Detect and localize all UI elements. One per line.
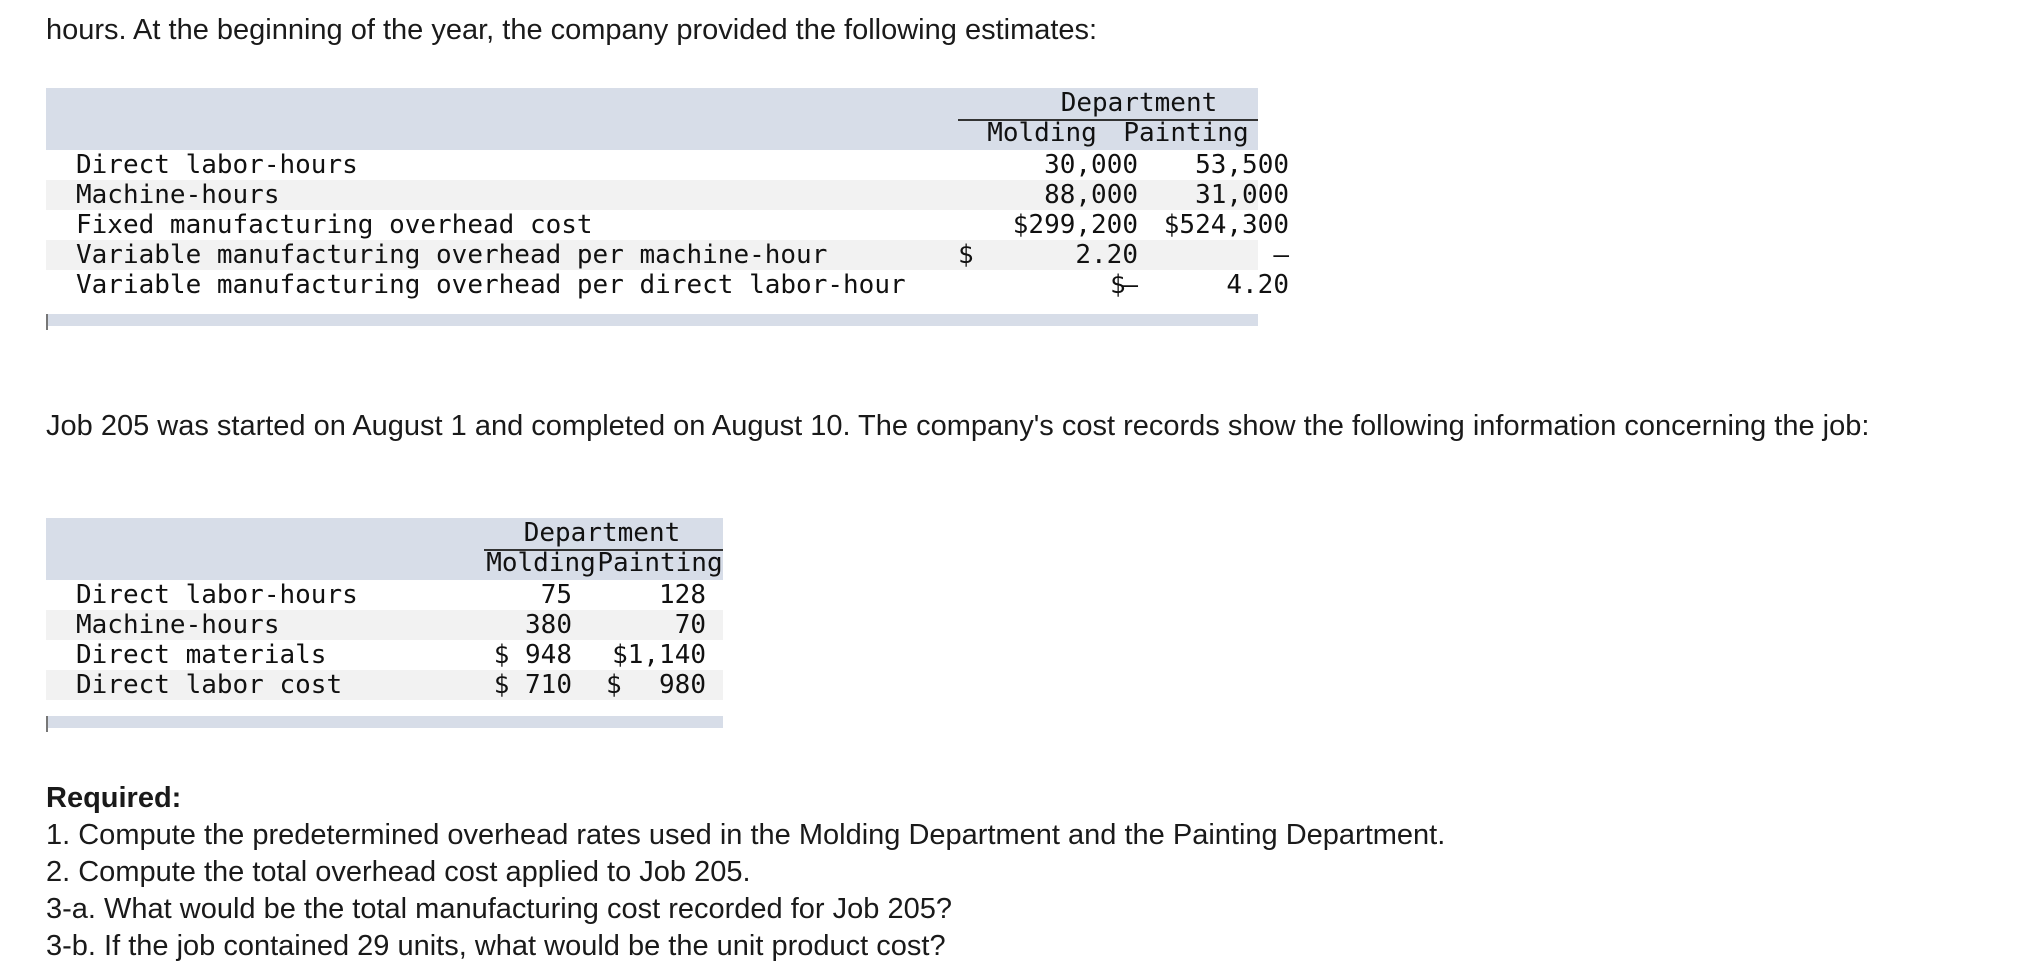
department-header: Department (523, 518, 681, 548)
row-label: Variable manufacturing overhead per direct labor-hour (76, 270, 906, 300)
painting-value: 4.20 (1226, 270, 1289, 300)
table-row (46, 210, 1289, 240)
table-footer-tick (46, 314, 48, 330)
molding-value: $ 948 (493, 640, 572, 670)
row-label: Direct materials (76, 640, 327, 670)
molding-value: $299,200 (1012, 210, 1138, 240)
column-header-painting: Painting (1123, 118, 1249, 148)
molding-value: $ 710 (493, 670, 572, 700)
job-paragraph: Job 205 was started on August 1 and completed on August 10. The company's cost records show the following information concerning the job: (46, 410, 1870, 442)
required-title: Required: (46, 782, 182, 814)
painting-value: $1,140 (612, 640, 706, 670)
painting-value: $524,300 (1163, 210, 1289, 240)
painting-dollar-sign: $ (1110, 270, 1126, 300)
column-header-painting: Painting (597, 548, 723, 578)
intro-paragraph: hours. At the beginning of the year, the company provided the following estimates: (46, 14, 1098, 46)
molding-value: 88,000 (1044, 180, 1138, 210)
table-footer (46, 314, 1258, 326)
painting-value: 53,500 (1195, 150, 1289, 180)
molding-value: 30,000 (1044, 150, 1138, 180)
required-item-1: 1. Compute the predetermined overhead rates used in the Molding Department and the Painting Department. (46, 819, 1446, 851)
painting-value: 128 (659, 580, 706, 610)
painting-value: – (1273, 240, 1289, 270)
department-header: Department (1060, 88, 1218, 118)
table-row (46, 670, 723, 700)
row-label: Fixed manufacturing overhead cost (76, 210, 593, 240)
table-row (46, 610, 723, 640)
table-footer (46, 716, 723, 728)
molding-dollar-sign: $ (958, 240, 974, 270)
table-footer-tick (46, 716, 48, 732)
molding-value: – (1122, 270, 1138, 300)
table-row (46, 580, 723, 610)
required-item-2: 2. Compute the total overhead cost applied to Job 205. (46, 856, 751, 888)
row-label: Direct labor cost (76, 670, 343, 700)
required-section (46, 780, 2006, 965)
row-label: Direct labor-hours (76, 580, 358, 610)
molding-value: 380 (525, 610, 572, 640)
required-item-3a: 3-a. What would be the total manufacturing cost recorded for Job 205? (46, 893, 952, 925)
painting-dollar-sign: $ (606, 670, 622, 700)
row-label: Machine-hours (76, 180, 280, 210)
required-item-3b: 3-b. If the job contained 29 units, what would be the unit product cost? (46, 930, 946, 962)
table-row (46, 640, 723, 670)
painting-value: 980 (659, 670, 706, 700)
column-header-molding: Molding (987, 118, 1097, 148)
estimates-table (46, 88, 1289, 332)
painting-value: 31,000 (1195, 180, 1289, 210)
row-label: Machine-hours (76, 610, 280, 640)
molding-value: 75 (540, 580, 572, 610)
row-label: Direct labor-hours (76, 150, 358, 180)
molding-value: 2.20 (1075, 240, 1138, 270)
column-header-molding: Molding (486, 548, 596, 578)
table-row (46, 240, 1289, 270)
job-table (46, 518, 723, 734)
row-label: Variable manufacturing overhead per machine-hour (76, 240, 828, 270)
table-row (46, 180, 1289, 210)
table-row (46, 270, 1289, 300)
painting-value: 70 (674, 610, 706, 640)
table-row (46, 150, 1289, 180)
